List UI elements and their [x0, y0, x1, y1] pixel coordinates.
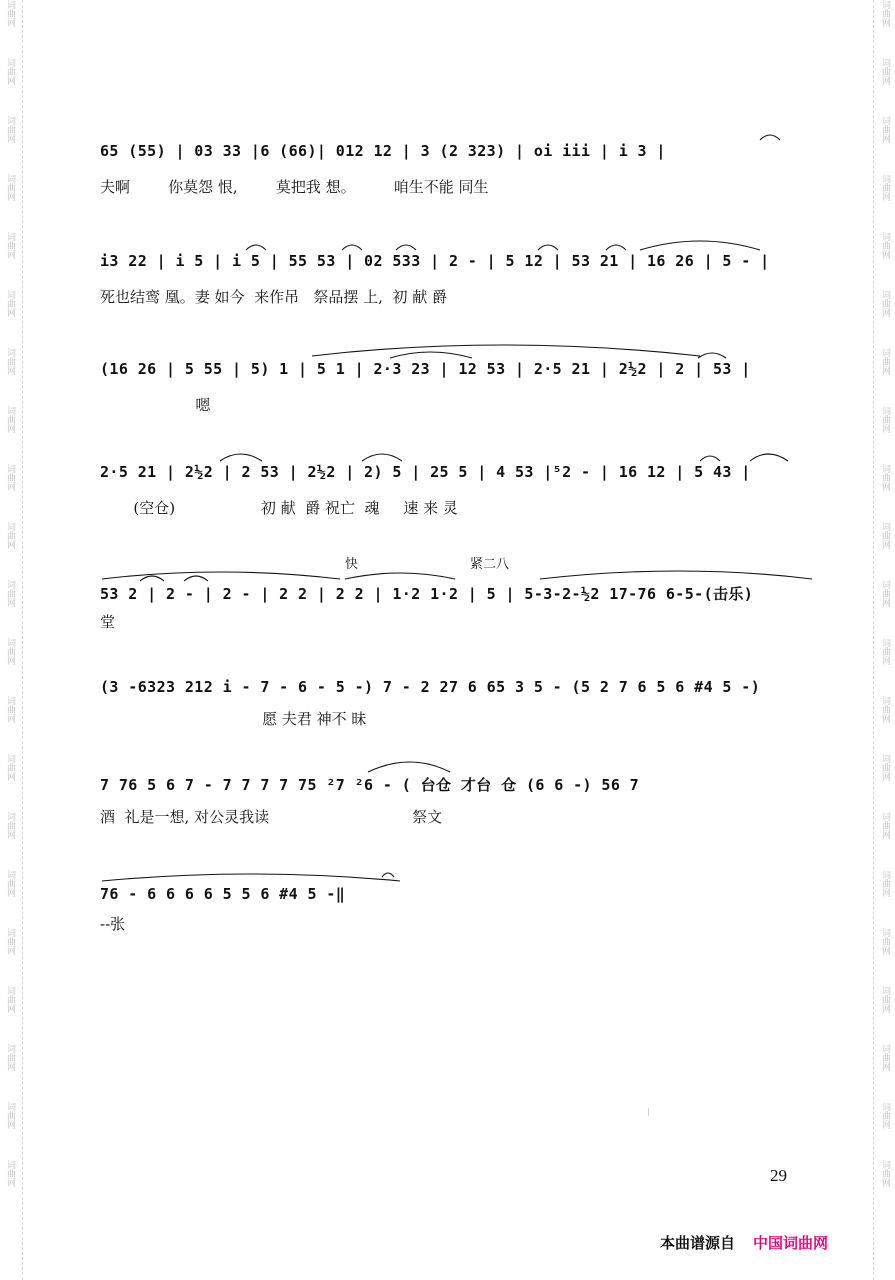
- slur: [390, 352, 472, 358]
- watermark-text: 词曲网: [5, 406, 15, 433]
- staff-3-notation: (16 26 | 5 55 | 5) 1 | 5 1 | 2·3 23 | 12 53 | 2·5 21 | 2½2 | 2 | 53 |: [100, 360, 751, 378]
- staff-8-notation: 76 - 6 6 6 6 5 5 6 #4 5 -‖: [100, 885, 346, 903]
- watermark-text: 词曲网: [880, 580, 890, 607]
- slur: [140, 576, 164, 581]
- watermark-text: 词曲网: [880, 986, 890, 1013]
- watermark-text: 词曲网: [5, 1160, 15, 1187]
- staff-1-slurs: [100, 136, 820, 176]
- watermark-text: 词曲网: [5, 580, 15, 607]
- watermark-text: 词曲网: [880, 812, 890, 839]
- staff-4-slurs: [100, 457, 820, 497]
- scan-mark: [648, 1108, 649, 1116]
- staff-5-notation: 53 2 | 2 - | 2 - | 2 2 | 2 2 | 1·2 1·2 | 5 | 5-3-2-½2 17-76 6-5-(击乐): [100, 585, 754, 603]
- footer-site-name: 中国词曲网: [753, 1234, 829, 1252]
- watermark-text: 词曲网: [5, 232, 15, 259]
- watermark-text: 词曲网: [5, 638, 15, 665]
- staff-2-notation: i3 22 | i 5 | i 5 | 55 53 | 02 533 | 2 - | 5 12 | 53 21 | 16 26 | 5 - |: [100, 252, 770, 270]
- staff-8-slurs: [100, 875, 820, 915]
- watermark-text: 词曲网: [880, 290, 890, 317]
- tempo-marking-jin-er-ba: 紧二八: [470, 557, 510, 572]
- slur: [750, 454, 788, 461]
- watermark-text: 词曲网: [880, 116, 890, 143]
- fermata: [382, 873, 394, 877]
- slur: [220, 454, 262, 461]
- staff-3-lyrics: 嗯: [100, 396, 211, 414]
- watermark-text: 词曲网: [5, 812, 15, 839]
- footer-credit: [660, 1232, 828, 1253]
- left-watermark-column: [3, 0, 17, 1280]
- slur: [102, 874, 400, 881]
- staff-7-slurs: [100, 768, 820, 808]
- staff-6-notation: (3 -6323 212 i - 7 - 6 - 5 -) 7 - 2 27 6 65 3 5 - (5 2 7 6 5 6 #4 5 -): [100, 678, 761, 696]
- left-margin-line: [22, 0, 23, 1280]
- right-margin-line: [873, 0, 874, 1280]
- slur: [368, 762, 450, 772]
- slur: [698, 353, 726, 358]
- staff-6-lyrics: 愿 夫君 神不 昧: [100, 710, 367, 728]
- staff-8-lyrics: --张: [100, 915, 126, 933]
- slur: [538, 245, 558, 250]
- page-number: 29: [770, 1166, 787, 1185]
- watermark-text: 词曲网: [5, 754, 15, 781]
- staff-1-lyrics: 夫啊 你莫怨 恨, 莫把我 想。 咱生不能 同生: [100, 178, 489, 196]
- watermark-text: 词曲网: [5, 348, 15, 375]
- watermark-text: 词曲网: [880, 174, 890, 201]
- footer-source-label: 本曲谱源自: [660, 1234, 736, 1252]
- staff-1-notation: 65 (55) | 03 33 |6 (66)| 012 12 | 3 (2 323) | oi iii | i 3 |: [100, 142, 666, 160]
- watermark-text: 词曲网: [5, 0, 15, 27]
- slur: [246, 245, 266, 250]
- watermark-text: 词曲网: [880, 638, 890, 665]
- watermark-text: 词曲网: [880, 1160, 890, 1187]
- right-watermark-column: [878, 0, 892, 1280]
- watermark-text: 词曲网: [880, 696, 890, 723]
- watermark-text: 词曲网: [5, 696, 15, 723]
- staff-3-slurs: [100, 354, 820, 394]
- watermark-text: 词曲网: [5, 464, 15, 491]
- watermark-text: 词曲网: [880, 464, 890, 491]
- staff-7-lyrics: 酒 礼是一想, 对公灵我读 祭文: [100, 808, 443, 826]
- watermark-text: 词曲网: [880, 406, 890, 433]
- watermark-text: 词曲网: [5, 1102, 15, 1129]
- watermark-text: 词曲网: [5, 116, 15, 143]
- watermark-text: 词曲网: [880, 232, 890, 259]
- watermark-text: 词曲网: [880, 1102, 890, 1129]
- staff-4-notation: 2·5 21 | 2½2 | 2 53 | 2½2 | 2) 5 | 25 5 | 4 53 |⁵2 - | 16 12 | 5 43 |: [100, 463, 751, 481]
- slur: [342, 245, 362, 250]
- slur: [345, 573, 455, 579]
- watermark-text: 词曲网: [5, 1044, 15, 1071]
- slur: [700, 456, 720, 461]
- slur: [760, 135, 780, 140]
- watermark-text: 词曲网: [5, 986, 15, 1013]
- slur: [312, 345, 700, 356]
- watermark-text: 词曲网: [880, 522, 890, 549]
- watermark-text: 词曲网: [5, 174, 15, 201]
- staff-5-slurs: [100, 567, 820, 607]
- watermark-text: 词曲网: [880, 928, 890, 955]
- slur: [606, 245, 626, 250]
- staff-2-lyrics: 死也结鸾 凰。妻 如今 来作吊 祭品摆 上, 初 献 爵: [100, 288, 447, 306]
- slur: [640, 241, 760, 250]
- watermark-text: 词曲网: [5, 290, 15, 317]
- tempo-marking-fast: 快: [345, 557, 359, 572]
- watermark-text: 词曲网: [880, 0, 890, 27]
- slur: [184, 576, 208, 581]
- watermark-text: 词曲网: [5, 58, 15, 85]
- staff-5-lyrics: 堂: [100, 613, 116, 631]
- slur: [540, 571, 812, 579]
- watermark-text: 词曲网: [880, 1044, 890, 1071]
- slur: [362, 454, 402, 461]
- slur: [102, 572, 340, 579]
- watermark-text: 词曲网: [5, 522, 15, 549]
- watermark-text: 词曲网: [880, 58, 890, 85]
- staff-7-notation: 7 76 5 6 7 - 7 7 7 7 75 ²7 ²6 - ( 台仓 才台 仓 (6 6 -) 56 7: [100, 776, 640, 794]
- watermark-text: 词曲网: [880, 870, 890, 897]
- slur: [396, 245, 416, 250]
- watermark-text: 词曲网: [5, 928, 15, 955]
- watermark-text: 词曲网: [5, 870, 15, 897]
- watermark-text: 词曲网: [880, 754, 890, 781]
- watermark-text: 词曲网: [880, 348, 890, 375]
- staff-4-lyrics: (空仓) 初 献 爵 祝亡 魂 速 来 灵: [100, 499, 458, 517]
- staff-2-slurs: [100, 246, 820, 286]
